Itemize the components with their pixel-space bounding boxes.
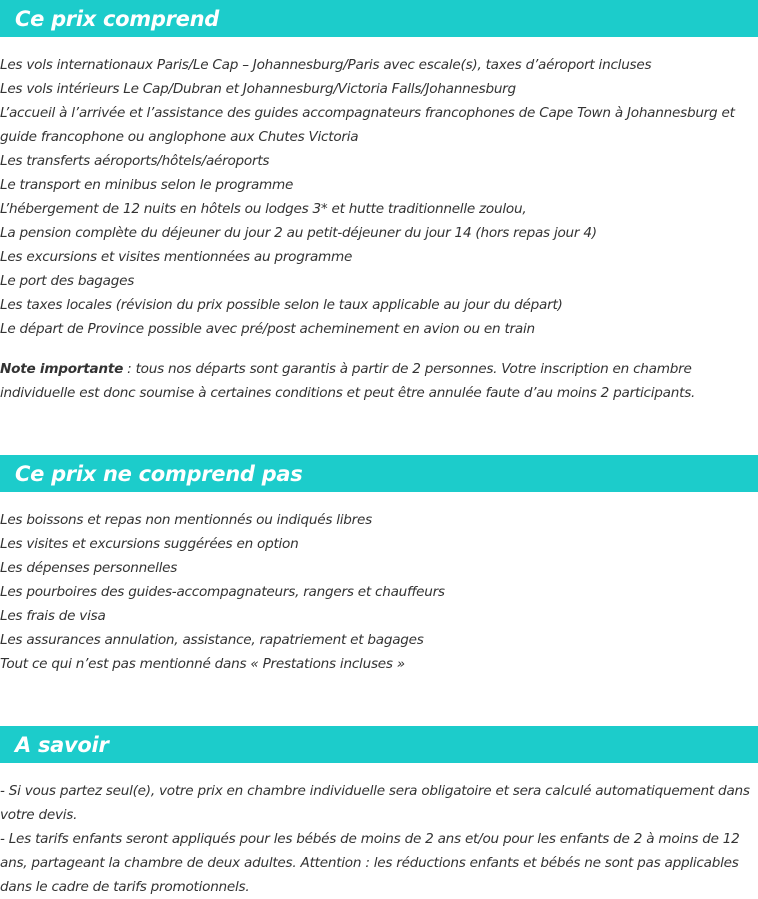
section-title-info: A savoir [15,732,109,757]
section-header-excludes [0,455,758,492]
section-title-includes: Ce prix comprend [15,6,219,31]
list-item: L’hébergement de 12 nuits en hôtels ou lodges 3* et hutte traditionnelle zoulou, [0,201,527,217]
list-item: Les boissons et repas non mentionnés ou indiqués libres [0,512,372,528]
list-item: Les excursions et visites mentionnées au programme [0,249,353,265]
list-item: Les dépenses personnelles [0,560,178,576]
includes-list [0,53,758,341]
list-item: Le port des bagages [0,273,135,289]
section-title-excludes: Ce prix ne comprend pas [15,461,303,486]
list-item: L’accueil à l’arrivée et l’assistance des guides accompagnateurs francophones de Cape Town à Johannesburg et guide francophone ou anglophone aux Chutes Victoria [0,105,735,145]
list-item: La pension complète du déjeuner du jour 2 au petit-déjeuner du jour 14 (hors repas jour 4) [0,225,597,241]
list-item: Les vols intérieurs Le Cap/Dubran et Johannesburg/Victoria Falls/Johannesburg [0,81,516,97]
info-paragraph: - Si vous partez seul(e), votre prix en chambre individuelle sera obligatoire et sera calculé automatiquement dans votre devis. [0,783,750,823]
section-header-includes [0,0,758,37]
important-note [0,357,758,405]
list-item: Les transferts aéroports/hôtels/aéroports [0,153,270,169]
list-item: Tout ce qui n’est pas mentionné dans « Prestations incluses » [0,656,405,672]
list-item: Les taxes locales (révision du prix possible selon le taux applicable au jour du départ) [0,297,563,313]
list-item: Les visites et excursions suggérées en option [0,536,299,552]
list-item: Le départ de Province possible avec pré/post acheminement en avion ou en train [0,321,535,337]
section-header-info [0,726,758,763]
list-item: Les pourboires des guides-accompagnateurs, rangers et chauffeurs [0,584,445,600]
note-label: Note importante [0,361,124,377]
excludes-list [0,508,758,676]
list-item: Le transport en minibus selon le programme [0,177,294,193]
note-text: : tous nos départs sont garantis à partir de 2 personnes. Votre inscription en chambre individuelle est donc soumise à certaines conditions et peut être annulée faute d’au moins 2 participants. [0,361,696,401]
info-body [0,779,758,899]
list-item: Les frais de visa [0,608,106,624]
list-item: Les assurances annulation, assistance, rapatriement et bagages [0,632,424,648]
list-item: Les vols internationaux Paris/Le Cap – Johannesburg/Paris avec escale(s), taxes d’aéroport incluses [0,57,652,73]
info-paragraph: - Les tarifs enfants seront appliqués pour les bébés de moins de 2 ans et/ou pour les enfants de 2 à moins de 12 ans, partageant la chambre de deux adultes. Attention : les réductions enfants et bébés ne sont pas applicables dans le cadre de tarifs promotionnels. [0,831,740,895]
